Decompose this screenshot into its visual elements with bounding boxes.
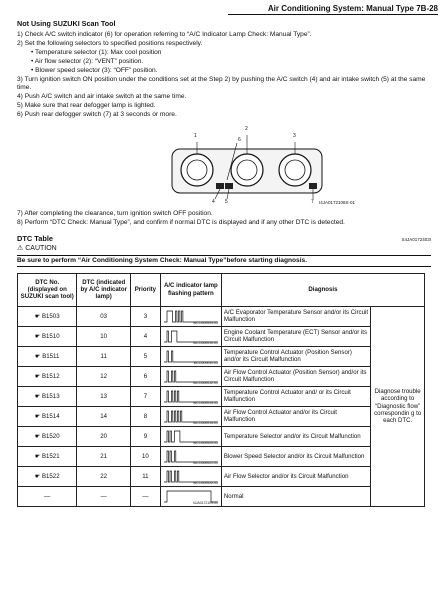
dtc-table-header [18, 273, 425, 306]
table-row [18, 406, 425, 426]
bullet-temperature: • Temperature selector (1): Max cool position [31, 48, 162, 56]
flashing-pattern-cell [160, 466, 221, 486]
dtc-indicated-cell: 03 [77, 306, 131, 326]
flashing-pattern [163, 447, 219, 465]
header-diagnosis: Diagnosis [221, 273, 424, 306]
pattern-code: I6CC0D0022-01 [193, 480, 218, 485]
pattern-code: I4JA0172109-01 [192, 500, 218, 505]
priority-cell: 9 [130, 426, 160, 446]
dtc-indicated-cell: 22 [77, 466, 131, 486]
priority-cell: 4 [130, 326, 160, 346]
page-content [17, 20, 431, 507]
step-1: 1) Check A/C switch indicator (6) for operation referring to “A/C Indicator Lamp Check: Manual Type”. [17, 30, 312, 38]
table-row [18, 386, 425, 406]
bullet-air-flow: • Air flow selector (2): “VENT” position. [31, 57, 144, 65]
table-row [18, 306, 425, 326]
diagnosis-cell: Air Flow Control Actuator (Position Sensor) and/or its Circuit Malfunction [221, 366, 370, 386]
callout-3: 3 [293, 133, 296, 140]
pattern-code: I6CC0D0021-01 [193, 460, 218, 465]
diagnosis-cell: Blower Speed Selector and/or its Circuit Malfunction [221, 446, 370, 466]
flashing-pattern [163, 307, 219, 325]
dtc-no-cell: ☛ B1513 [18, 386, 77, 406]
ac-panel-illustration [167, 125, 327, 207]
diagnosis-cell: Temperature Control Actuator (Position Sensor) and/or its Circuit Malfunction [221, 346, 370, 366]
priority-cell: — [130, 486, 160, 506]
caution-label: ⚠ CAUTION [17, 245, 57, 253]
table-row [18, 346, 425, 366]
callout-7: 7 [311, 199, 314, 206]
header-flashing-pattern: A/C indicator lamp flashing pattern [160, 273, 221, 306]
dtc-no-cell: ☛ B1511 [18, 346, 77, 366]
step-4: 4) Push A/C switch and air intake switch at the same time. [17, 93, 187, 100]
callout-2: 2 [245, 126, 248, 133]
table-row [18, 486, 425, 506]
pattern-code: I6CC0D0010-01 [193, 340, 218, 345]
step-5: 5) Make sure that rear defogger lamp is lighted. [17, 102, 156, 110]
pattern-code: I6CC0D0020-01 [193, 440, 218, 445]
flashing-pattern-cell [160, 426, 221, 446]
flashing-pattern [163, 487, 219, 505]
section-title-dtc-table: DTC Table [17, 234, 53, 244]
diagnosis-cell: Normal [221, 486, 370, 506]
callout-4: 4 [212, 199, 215, 206]
header-rule [228, 14, 438, 15]
callout-5: 5 [225, 199, 228, 206]
page-header: Air Conditioning System: Manual Type 7B-28 [267, 4, 438, 13]
dtc-no-cell: — [18, 486, 77, 506]
dtc-indicated-cell: 14 [77, 406, 131, 426]
pattern-code: I6CC0D0012-01 [193, 380, 218, 385]
flashing-pattern [163, 407, 219, 425]
priority-cell: 8 [130, 406, 160, 426]
flashing-pattern [163, 467, 219, 485]
callout-6: 6 [238, 137, 241, 144]
step-2: 2) Set the following selectors to specified positions respectively. [17, 39, 203, 47]
dtc-indicated-cell: — [77, 486, 131, 506]
flashing-pattern-cell [160, 406, 221, 426]
dtc-table [17, 273, 425, 507]
table-row [18, 446, 425, 466]
flashing-pattern-cell [160, 446, 221, 466]
pattern-code: I6CC0D0014-01 [193, 420, 218, 425]
bullet-blower: • Blower speed selector (3): “OFF” position. [31, 66, 158, 74]
ac-control-panel-diagram [167, 125, 355, 207]
flashing-pattern-cell [160, 346, 221, 366]
diagnosis-cell: A/C Evaporator Temperature Sensor and/or its Circuit Malfunction [221, 306, 370, 326]
step-8: 8) Perform “DTC Check: Manual Type”, and confirm if normal DTC is displayed and if any other DTC is detected. [17, 219, 345, 227]
dtc-indicated-cell: 10 [77, 326, 131, 346]
table-row [18, 466, 425, 486]
priority-cell: 6 [130, 366, 160, 386]
flashing-pattern [163, 387, 219, 405]
pattern-code: I6CC0D0003-01 [193, 320, 218, 325]
dtc-indicated-cell: 20 [77, 426, 131, 446]
priority-cell: 11 [130, 466, 160, 486]
table-row [18, 366, 425, 386]
flashing-pattern-cell [160, 486, 221, 506]
priority-cell: 5 [130, 346, 160, 366]
flashing-pattern [163, 327, 219, 345]
diagnosis-cell: Engine Coolant Temperature (ECT) Sensor and/or its Circuit Malfunction [221, 326, 370, 346]
priority-cell: 7 [130, 386, 160, 406]
table-row [18, 426, 425, 446]
header-dtc-indicated: DTC (indicated by A/C indicator lamp) [77, 273, 131, 306]
priority-cell: 10 [130, 446, 160, 466]
flashing-pattern-cell [160, 326, 221, 346]
dtc-no-cell: ☛ B1512 [18, 366, 77, 386]
dtc-indicated-cell: 21 [77, 446, 131, 466]
dtc-no-cell: ☛ B1522 [18, 466, 77, 486]
diagnosis-cell: Air Flow Control Actuator and/or its Circuit Malfunction [221, 406, 370, 426]
dtc-no-cell: ☛ B1521 [18, 446, 77, 466]
table-id: S4JA0172403I [401, 237, 431, 243]
step-7: 7) After completing the clearance, turn ignition switch OFF position. [17, 210, 213, 218]
header-dtc-no: DTC No. (displayed on SUZUKI scan tool) [18, 273, 77, 306]
dtc-indicated-cell: 11 [77, 346, 131, 366]
step-3: 3) Turn ignition switch ON position under the conditions set at the Step 2) by pushing the A/C switch (4) and air intake switch (5) at the same time. [17, 75, 426, 91]
pattern-code: I6CC0D0011-01 [193, 360, 218, 365]
section-title-not-using-scan-tool: Not Using SUZUKI Scan Tool [17, 19, 116, 28]
callout-1: 1 [194, 133, 197, 140]
flashing-pattern [163, 427, 219, 445]
dtc-no-cell: ☛ B1510 [18, 326, 77, 346]
caution-box: Be sure to perform “Air Conditioning System Check: Manual Type”before starting diagnosis. [17, 255, 431, 267]
dtc-indicated-cell: 12 [77, 366, 131, 386]
dtc-no-cell: ☛ B1520 [18, 426, 77, 446]
dtc-indicated-cell: 13 [77, 386, 131, 406]
flashing-pattern [163, 367, 219, 385]
flashing-pattern-cell [160, 306, 221, 326]
flashing-pattern [163, 347, 219, 365]
pattern-code: I6CC0D0013-01 [193, 400, 218, 405]
dtc-no-cell: ☛ B1503 [18, 306, 77, 326]
diagnosis-cell: Temperature Selector and/or its Circuit Malfunction [221, 426, 370, 446]
priority-cell: 3 [130, 306, 160, 326]
diagnosis-cell: Air Flow Selector and/or its Circuit Malfunction [221, 466, 370, 486]
selector-bullets [31, 49, 431, 75]
diagnosis-instruction-cell: Diagnose trouble according to “Diagnostic flow” correspondin g to each DTC. [371, 306, 425, 506]
flashing-pattern-cell [160, 386, 221, 406]
figure-id: I4JA0172108S-01 [318, 199, 355, 205]
diagnosis-cell: Temperature Control Actuator and/ or its Circuit Malfunction [221, 386, 370, 406]
header-priority: Priority [130, 273, 160, 306]
table-row [18, 326, 425, 346]
flashing-pattern-cell [160, 366, 221, 386]
dtc-no-cell: ☛ B1514 [18, 406, 77, 426]
step-6: 6) Push rear defogger switch (7) at 3 seconds or more. [17, 111, 177, 119]
